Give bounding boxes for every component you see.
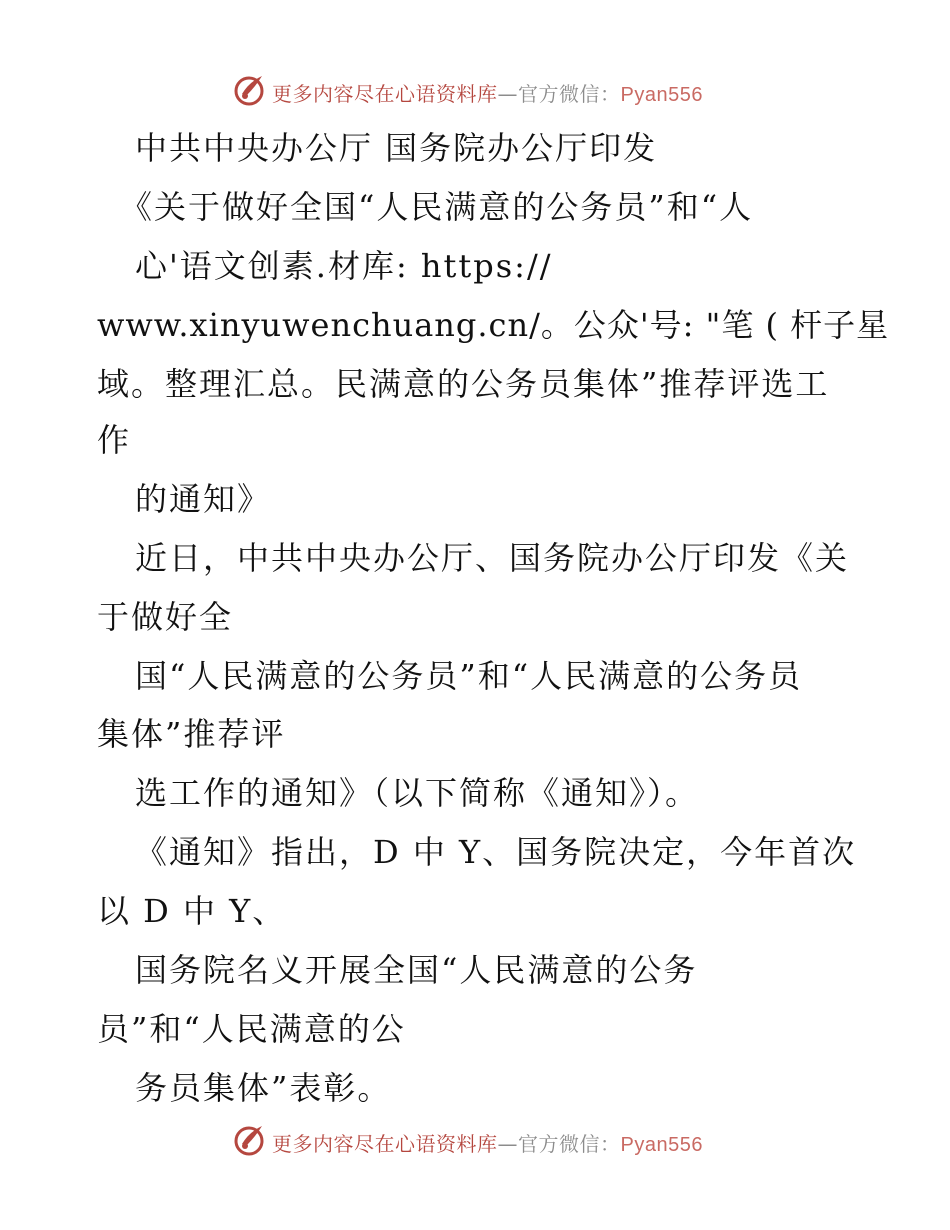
doc-line: 务员集体”表彰。 xyxy=(135,1069,392,1107)
doc-line: 国务院名义开展全国“人民满意的公务 xyxy=(135,951,698,989)
header-banner-dash: — xyxy=(497,82,518,106)
doc-line: 于做好全 xyxy=(97,598,234,636)
doc-line: 员”和“人民满意的公 xyxy=(97,1010,406,1048)
doc-line: 国“人民满意的公务员”和“人民满意的公务员 xyxy=(135,657,803,695)
header-banner-title: 更多内容尽在心语资料库 xyxy=(272,82,498,106)
footer-banner xyxy=(0,1122,950,1162)
header-banner-wechat-label: 官方微信： xyxy=(518,82,621,106)
doc-line: 以 D 中 Y、 xyxy=(97,892,287,930)
footer-banner-wechat-id: Pyan556 xyxy=(620,1134,703,1156)
footer-banner-wechat-label: 官方微信： xyxy=(518,1132,621,1156)
brush-logo-icon xyxy=(232,72,268,108)
doc-line: 《关于做好全国“人民满意的公务员”和“人 xyxy=(120,188,754,226)
doc-line: 心'语文创素.材库: https:// xyxy=(135,247,553,285)
doc-line: 域。整理汇总。民满意的公务员集体”推荐评选工 xyxy=(97,365,830,403)
header-banner-wechat-id: Pyan556 xyxy=(620,84,703,106)
header-banner xyxy=(0,72,950,112)
brush-logo-icon xyxy=(232,1122,268,1158)
doc-line: 中共中央办公厅 国务院办公厅印发 xyxy=(135,129,658,167)
footer-banner-dash: — xyxy=(497,1132,518,1156)
doc-line: 近日，中共中央办公厅、国务院办公厅印发《关 xyxy=(135,539,850,577)
doc-line: 作 xyxy=(97,421,132,459)
doc-line: 的通知》 xyxy=(135,480,272,518)
footer-banner-title: 更多内容尽在心语资料库 xyxy=(272,1132,498,1156)
doc-line: 集体”推荐评 xyxy=(97,715,286,753)
doc-line: 选工作的通知》（以下简称《通知》）。 xyxy=(135,774,700,812)
doc-line: 《通知》指出，D 中 Y、国务院决定，今年首次 xyxy=(135,833,857,871)
doc-line: www.xinyuwenchuang.cn/。公众'号: "笔 ( 杆子星 xyxy=(97,306,890,344)
